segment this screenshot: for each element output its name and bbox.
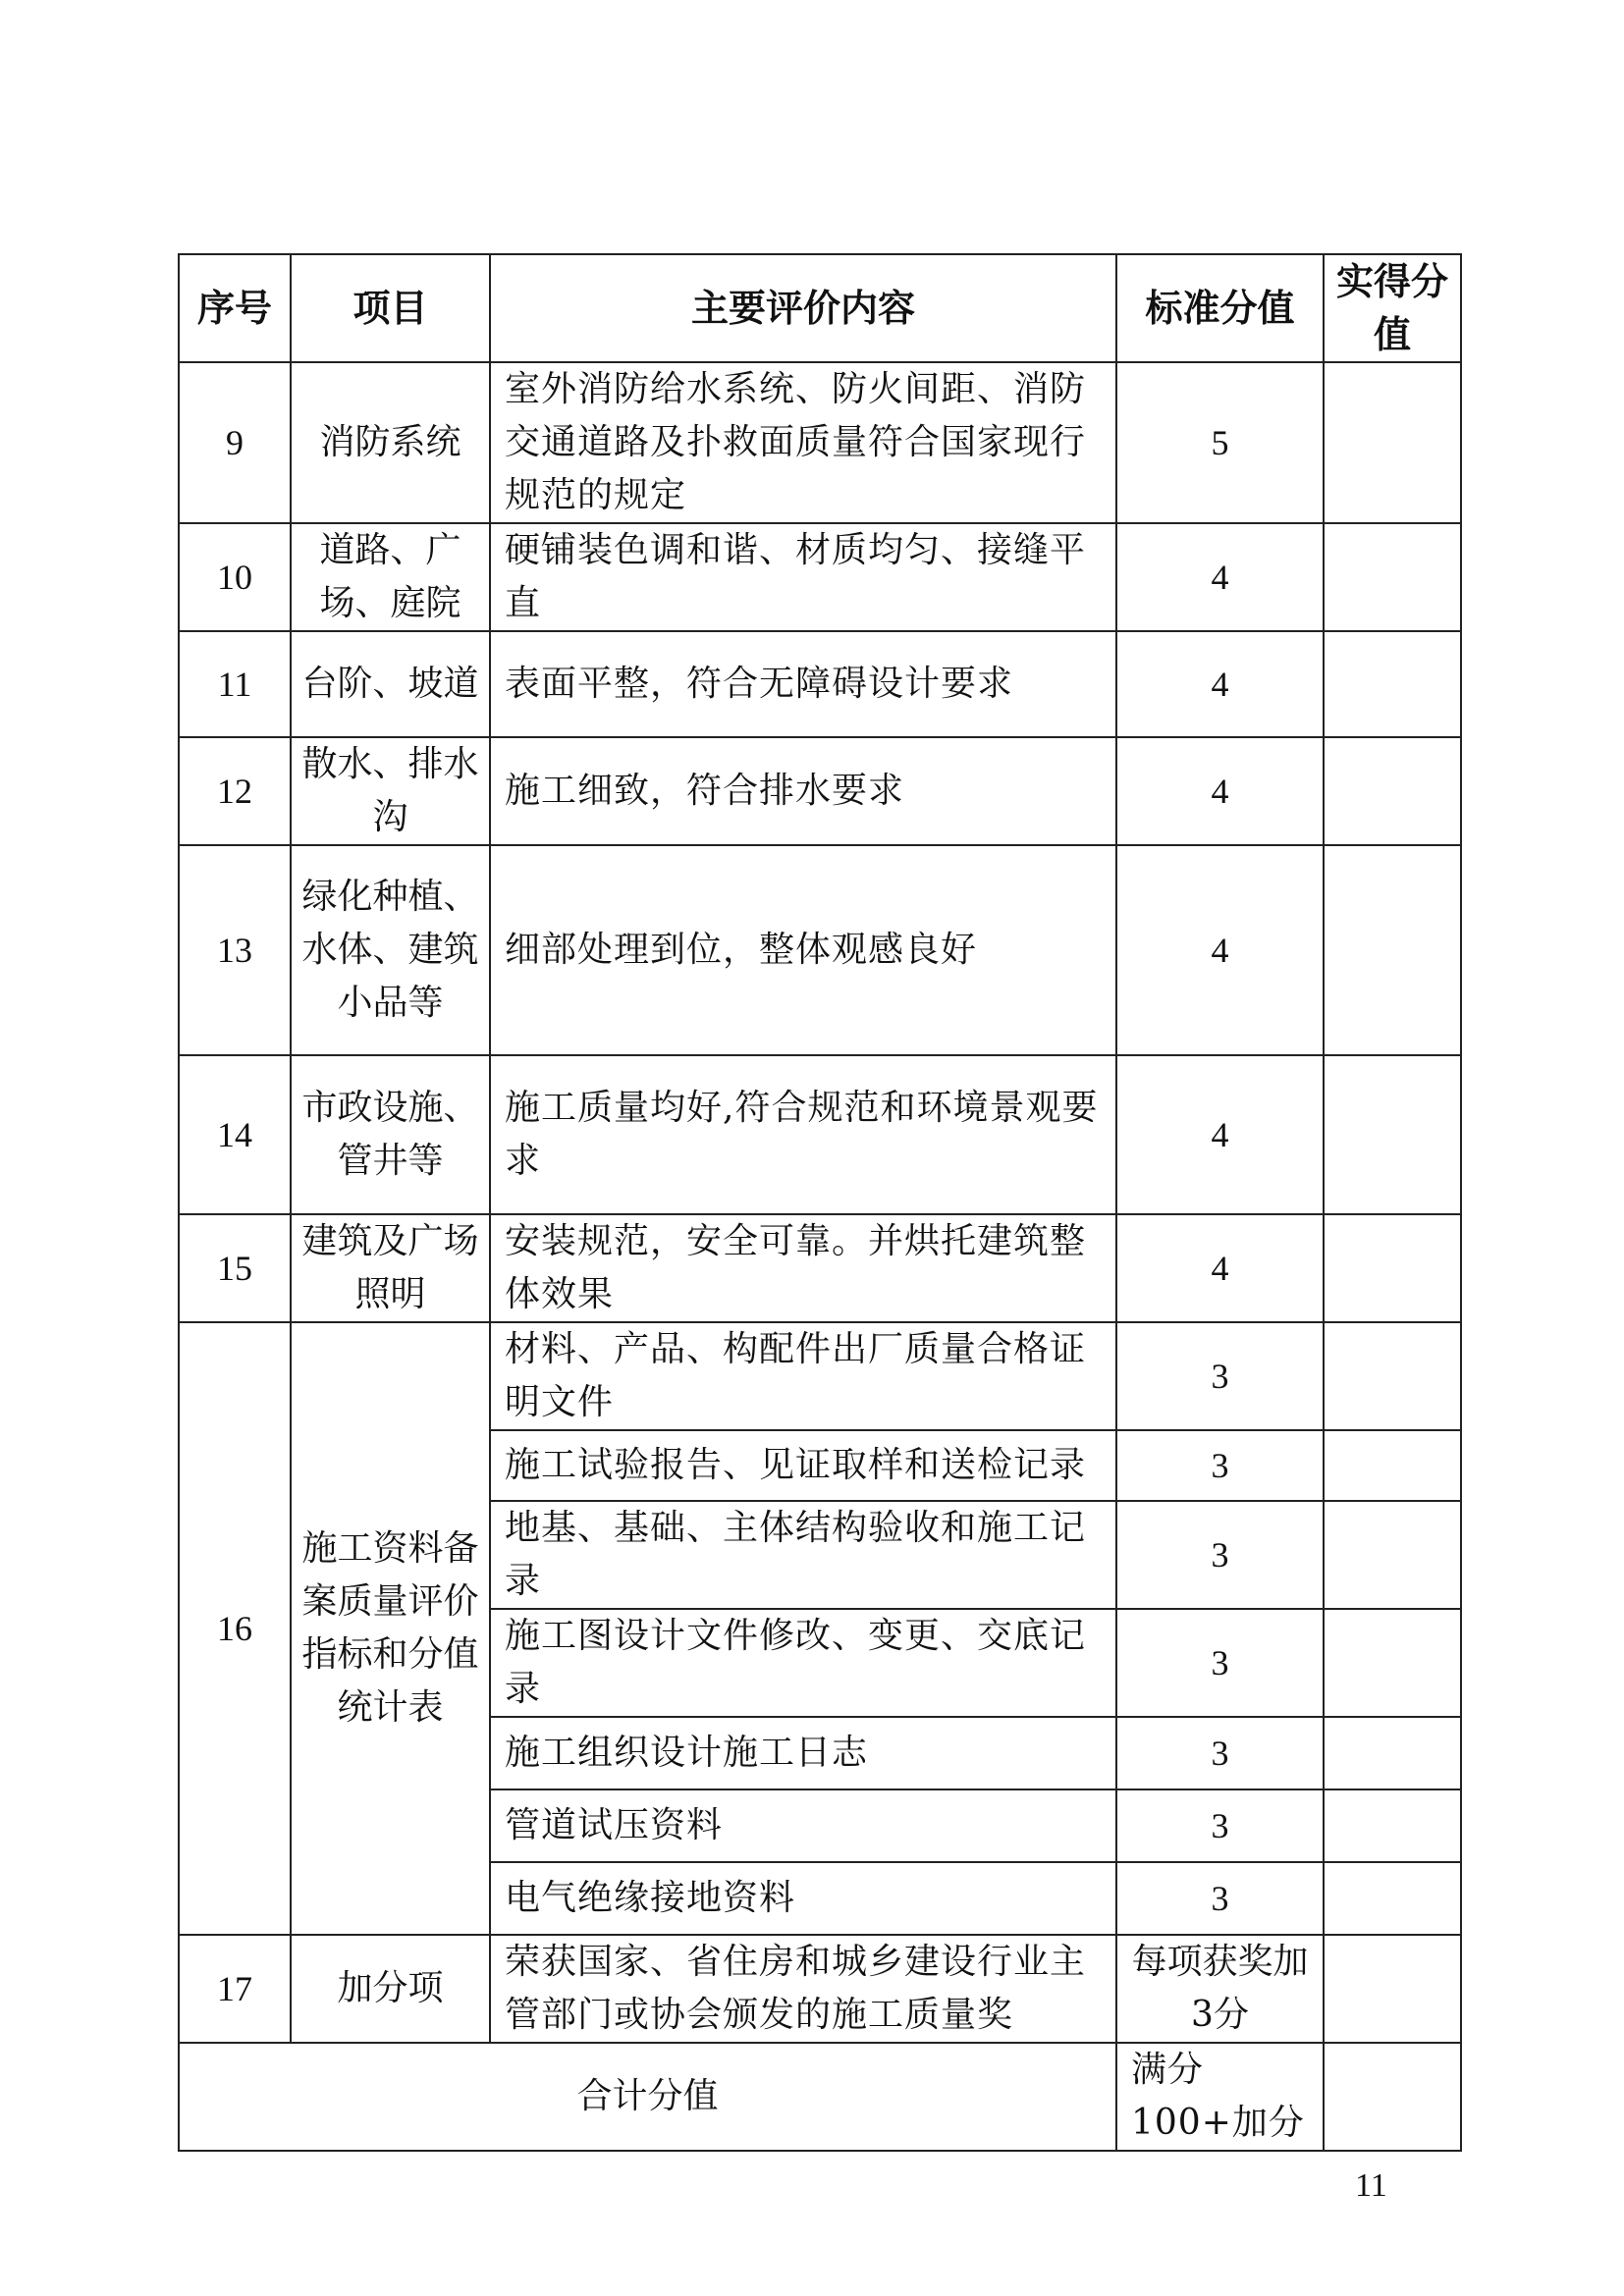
table-row-group16 (179, 1322, 1461, 1430)
row-standard: 每项获奖加3分 (1116, 1935, 1324, 2043)
header-row (179, 254, 1461, 362)
total-standard: 满分 100+加分 (1116, 2043, 1324, 2151)
table-row (179, 737, 1461, 845)
row-standard: 3 (1116, 1501, 1324, 1609)
row-content: 细部处理到位，整体观感良好 (490, 845, 1116, 1055)
row-standard: 3 (1116, 1789, 1324, 1862)
header-seq: 序号 (179, 254, 291, 362)
row-item: 加分项 (291, 1935, 490, 2043)
row-standard: 3 (1116, 1862, 1324, 1935)
row-standard: 4 (1116, 523, 1324, 631)
header-standard: 标准分值 (1116, 254, 1324, 362)
row-seq: 11 (179, 631, 291, 737)
row-actual[interactable] (1324, 737, 1461, 845)
group16-item: 施工资料备案质量评价指标和分值统计表 (291, 1322, 490, 1935)
row-item: 台阶、坡道 (291, 631, 490, 737)
row-item: 建筑及广场照明 (291, 1214, 490, 1322)
row-content: 施工图设计文件修改、变更、交底记录 (490, 1609, 1116, 1717)
table-row (179, 631, 1461, 737)
row-actual[interactable] (1324, 1055, 1461, 1214)
header-actual: 实得分值 (1324, 254, 1461, 362)
row-actual[interactable] (1324, 1501, 1461, 1609)
row-actual[interactable] (1324, 1789, 1461, 1862)
row-content: 施工试验报告、见证取样和送检记录 (490, 1430, 1116, 1501)
total-actual[interactable] (1324, 2043, 1461, 2151)
header-item: 项目 (291, 254, 490, 362)
row-item: 散水、排水沟 (291, 737, 490, 845)
row-content: 室外消防给水系统、防火间距、消防交通道路及扑救面质量符合国家现行规范的规定 (490, 362, 1116, 523)
table-row-bonus (179, 1935, 1461, 2043)
evaluation-table (178, 253, 1462, 2152)
row-item: 道路、广场、庭院 (291, 523, 490, 631)
row-item: 市政设施、管井等 (291, 1055, 490, 1214)
row-standard: 4 (1116, 737, 1324, 845)
row-actual[interactable] (1324, 1862, 1461, 1935)
row-seq: 12 (179, 737, 291, 845)
row-content: 电气绝缘接地资料 (490, 1862, 1116, 1935)
row-content: 施工细致，符合排水要求 (490, 737, 1116, 845)
row-seq: 17 (179, 1935, 291, 2043)
row-standard: 4 (1116, 1055, 1324, 1214)
header-content: 主要评价内容 (490, 254, 1116, 362)
row-standard: 5 (1116, 362, 1324, 523)
table-row (179, 845, 1461, 1055)
row-standard: 3 (1116, 1430, 1324, 1501)
row-content: 安装规范，安全可靠。并烘托建筑整体效果 (490, 1214, 1116, 1322)
row-actual[interactable] (1324, 1935, 1461, 2043)
table-row (179, 523, 1461, 631)
row-content: 施工组织设计施工日志 (490, 1717, 1116, 1789)
table-row (179, 1214, 1461, 1322)
row-content: 表面平整，符合无障碍设计要求 (490, 631, 1116, 737)
row-actual[interactable] (1324, 1322, 1461, 1430)
row-seq: 10 (179, 523, 291, 631)
row-actual[interactable] (1324, 1214, 1461, 1322)
row-actual[interactable] (1324, 631, 1461, 737)
page-number: 11 (1355, 2167, 1387, 2204)
row-content: 硬铺装色调和谐、材质均匀、接缝平直 (490, 523, 1116, 631)
row-actual[interactable] (1324, 1430, 1461, 1501)
row-standard: 3 (1116, 1322, 1324, 1430)
row-seq: 13 (179, 845, 291, 1055)
row-actual[interactable] (1324, 1609, 1461, 1717)
row-actual[interactable] (1324, 1717, 1461, 1789)
group16-seq: 16 (179, 1322, 291, 1935)
row-seq: 9 (179, 362, 291, 523)
total-row (179, 2043, 1461, 2151)
row-content: 管道试压资料 (490, 1789, 1116, 1862)
row-content: 施工质量均好,符合规范和环境景观要求 (490, 1055, 1116, 1214)
row-item: 消防系统 (291, 362, 490, 523)
table-row (179, 1055, 1461, 1214)
row-item: 绿化种植、水体、建筑小品等 (291, 845, 490, 1055)
row-actual[interactable] (1324, 523, 1461, 631)
row-actual[interactable] (1324, 845, 1461, 1055)
row-standard: 3 (1116, 1609, 1324, 1717)
row-content: 荣获国家、省住房和城乡建设行业主管部门或协会颁发的施工质量奖 (490, 1935, 1116, 2043)
row-actual[interactable] (1324, 362, 1461, 523)
row-seq: 15 (179, 1214, 291, 1322)
row-standard: 3 (1116, 1717, 1324, 1789)
row-seq: 14 (179, 1055, 291, 1214)
row-content: 地基、基础、主体结构验收和施工记录 (490, 1501, 1116, 1609)
table-row (179, 362, 1461, 523)
total-label: 合计分值 (179, 2043, 1116, 2151)
row-standard: 4 (1116, 631, 1324, 737)
row-content: 材料、产品、构配件出厂质量合格证明文件 (490, 1322, 1116, 1430)
row-standard: 4 (1116, 845, 1324, 1055)
row-standard: 4 (1116, 1214, 1324, 1322)
